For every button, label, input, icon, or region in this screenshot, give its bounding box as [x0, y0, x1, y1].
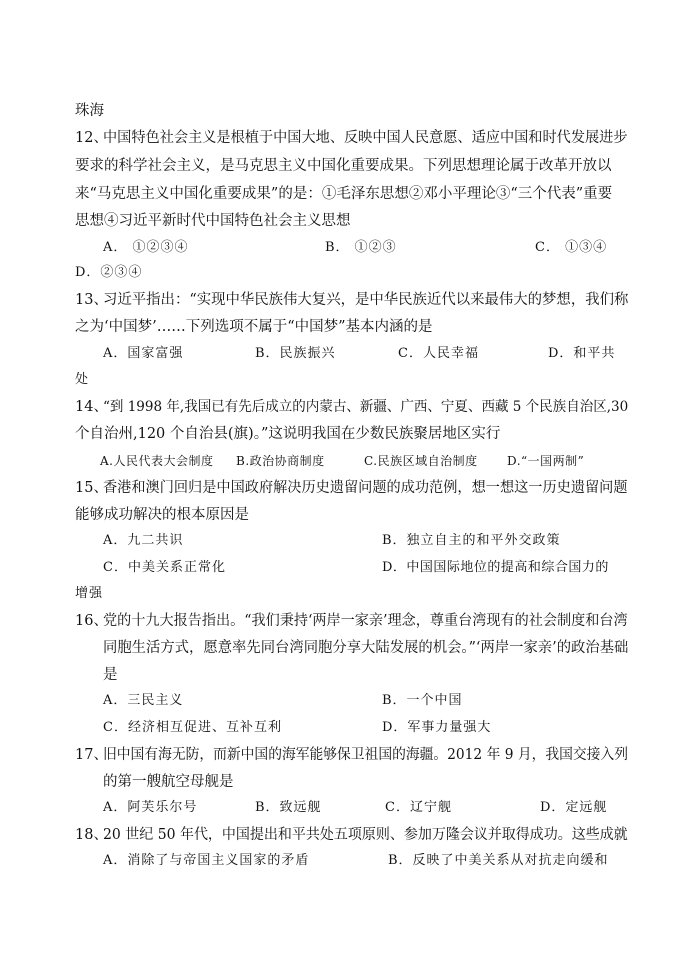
option-d-continuation: 处: [75, 372, 90, 387]
question-number: 13、: [75, 292, 108, 308]
option-d: D．定远舰: [540, 800, 608, 815]
question-text-line: 20 世纪 50 年代，中国提出和平共处五项原则、参加万隆会议并取得成功。这些成就: [103, 827, 628, 843]
option-b: B．一个中国: [382, 693, 463, 708]
question-number: 12、: [75, 130, 108, 146]
option-b: B．独立自主的和平外交政策: [382, 533, 561, 548]
question-text-line: 个自治州,120 个自治县(旗)。”这说明我国在少数民族聚居地区实行: [75, 426, 501, 442]
option-c: C．中美关系正常化: [103, 560, 226, 575]
question-text-line: 是: [103, 667, 118, 683]
question-text-line: 能够成功解决的根本原因是: [75, 507, 249, 523]
question-text-line: 之为‘中国梦’……下列选项不属于“中国梦”基本内涵的是: [75, 319, 433, 335]
question-text-line: 的第一艘航空母舰是: [103, 774, 234, 790]
question-text-line: 来“马克思主义中国化重要成果”的是：①毛泽东思想②邓小平理论③“三个代表”重要: [75, 186, 613, 202]
option-c: C．人民幸福: [398, 346, 479, 361]
question-number: 18、: [75, 827, 108, 843]
option-a: A．阿芙乐尔号: [103, 800, 198, 815]
option-a: A．国家富强: [103, 346, 184, 361]
option-a: A．三民主义: [103, 693, 184, 708]
question-number: 15、: [75, 480, 108, 496]
option-a: A． ①②③④: [103, 240, 189, 255]
option-b: B．民族振兴: [255, 346, 336, 361]
option-d: D．和平共: [548, 346, 616, 361]
option-b: B.政治协商制度: [236, 454, 325, 468]
question-text-line: 要求的科学社会主义，是马克思主义中国化重要成果。下列思想理论属于改革开放以: [75, 158, 612, 174]
question-text-line: 党的十九大报告指出。“我们秉持‘两岸一家亲’理念，尊重台湾现有的社会制度和台湾: [103, 613, 628, 629]
option-a: A.人民代表大会制度: [100, 454, 214, 468]
option-d: D.“一国两制”: [507, 454, 585, 468]
question-text-line: 香港和澳门回归是中国政府解决历史遗留问题的成功范例，想一想这一历史遗留问题: [103, 480, 628, 496]
option-d: D．中国国际地位的提高和综合国力的: [382, 560, 609, 575]
question-text-line: 同胞生活方式，愿意率先同台湾同胞分享大陆发展的机会。”‘两岸一家亲’的政治基础: [103, 640, 629, 656]
option-c: C．经济相互促进、互补互利: [103, 720, 282, 735]
question-text-line: 习近平指出：“实现中华民族伟大复兴，是中华民族近代以来最伟大的梦想，我们称: [103, 292, 629, 308]
question-text-line: “到 1998 年,我国已有先后成立的内蒙古、新疆、广西、宁夏、西藏 5 个民族自治区,30: [103, 399, 629, 415]
option-d-continuation: 增强: [75, 586, 104, 601]
option-a: A．九二共识: [103, 533, 184, 548]
option-c: C． ①③④: [535, 240, 608, 255]
question-text-line: 思想④习近平新时代中国特色社会主义思想: [75, 213, 351, 229]
option-d: D．②③④: [75, 265, 143, 280]
option-b: B．反映了中美关系从对抗走向缓和: [388, 853, 609, 868]
option-a: A．消除了与帝国主义国家的矛盾: [103, 853, 310, 868]
option-c: C．辽宁舰: [385, 800, 452, 815]
top-fragment: 珠海: [75, 103, 104, 119]
option-d: D．军事力量强大: [382, 720, 492, 735]
question-number: 16、: [75, 613, 108, 629]
question-text-line: 中国特色社会主义是根植于中国大地、反映中国人民意愿、适应中国和时代发展进步: [103, 130, 628, 146]
question-number: 14、: [75, 399, 108, 415]
option-c: C.民族区域自治制度: [364, 454, 478, 468]
option-b: B． ①②③: [325, 240, 397, 255]
question-text-line: 旧中国有海无防，而新中国的海军能够保卫祖国的海疆。2012 年 9 月，我国交接入列: [103, 747, 628, 763]
option-b: B．致远舰: [255, 800, 322, 815]
question-number: 17、: [75, 747, 108, 763]
